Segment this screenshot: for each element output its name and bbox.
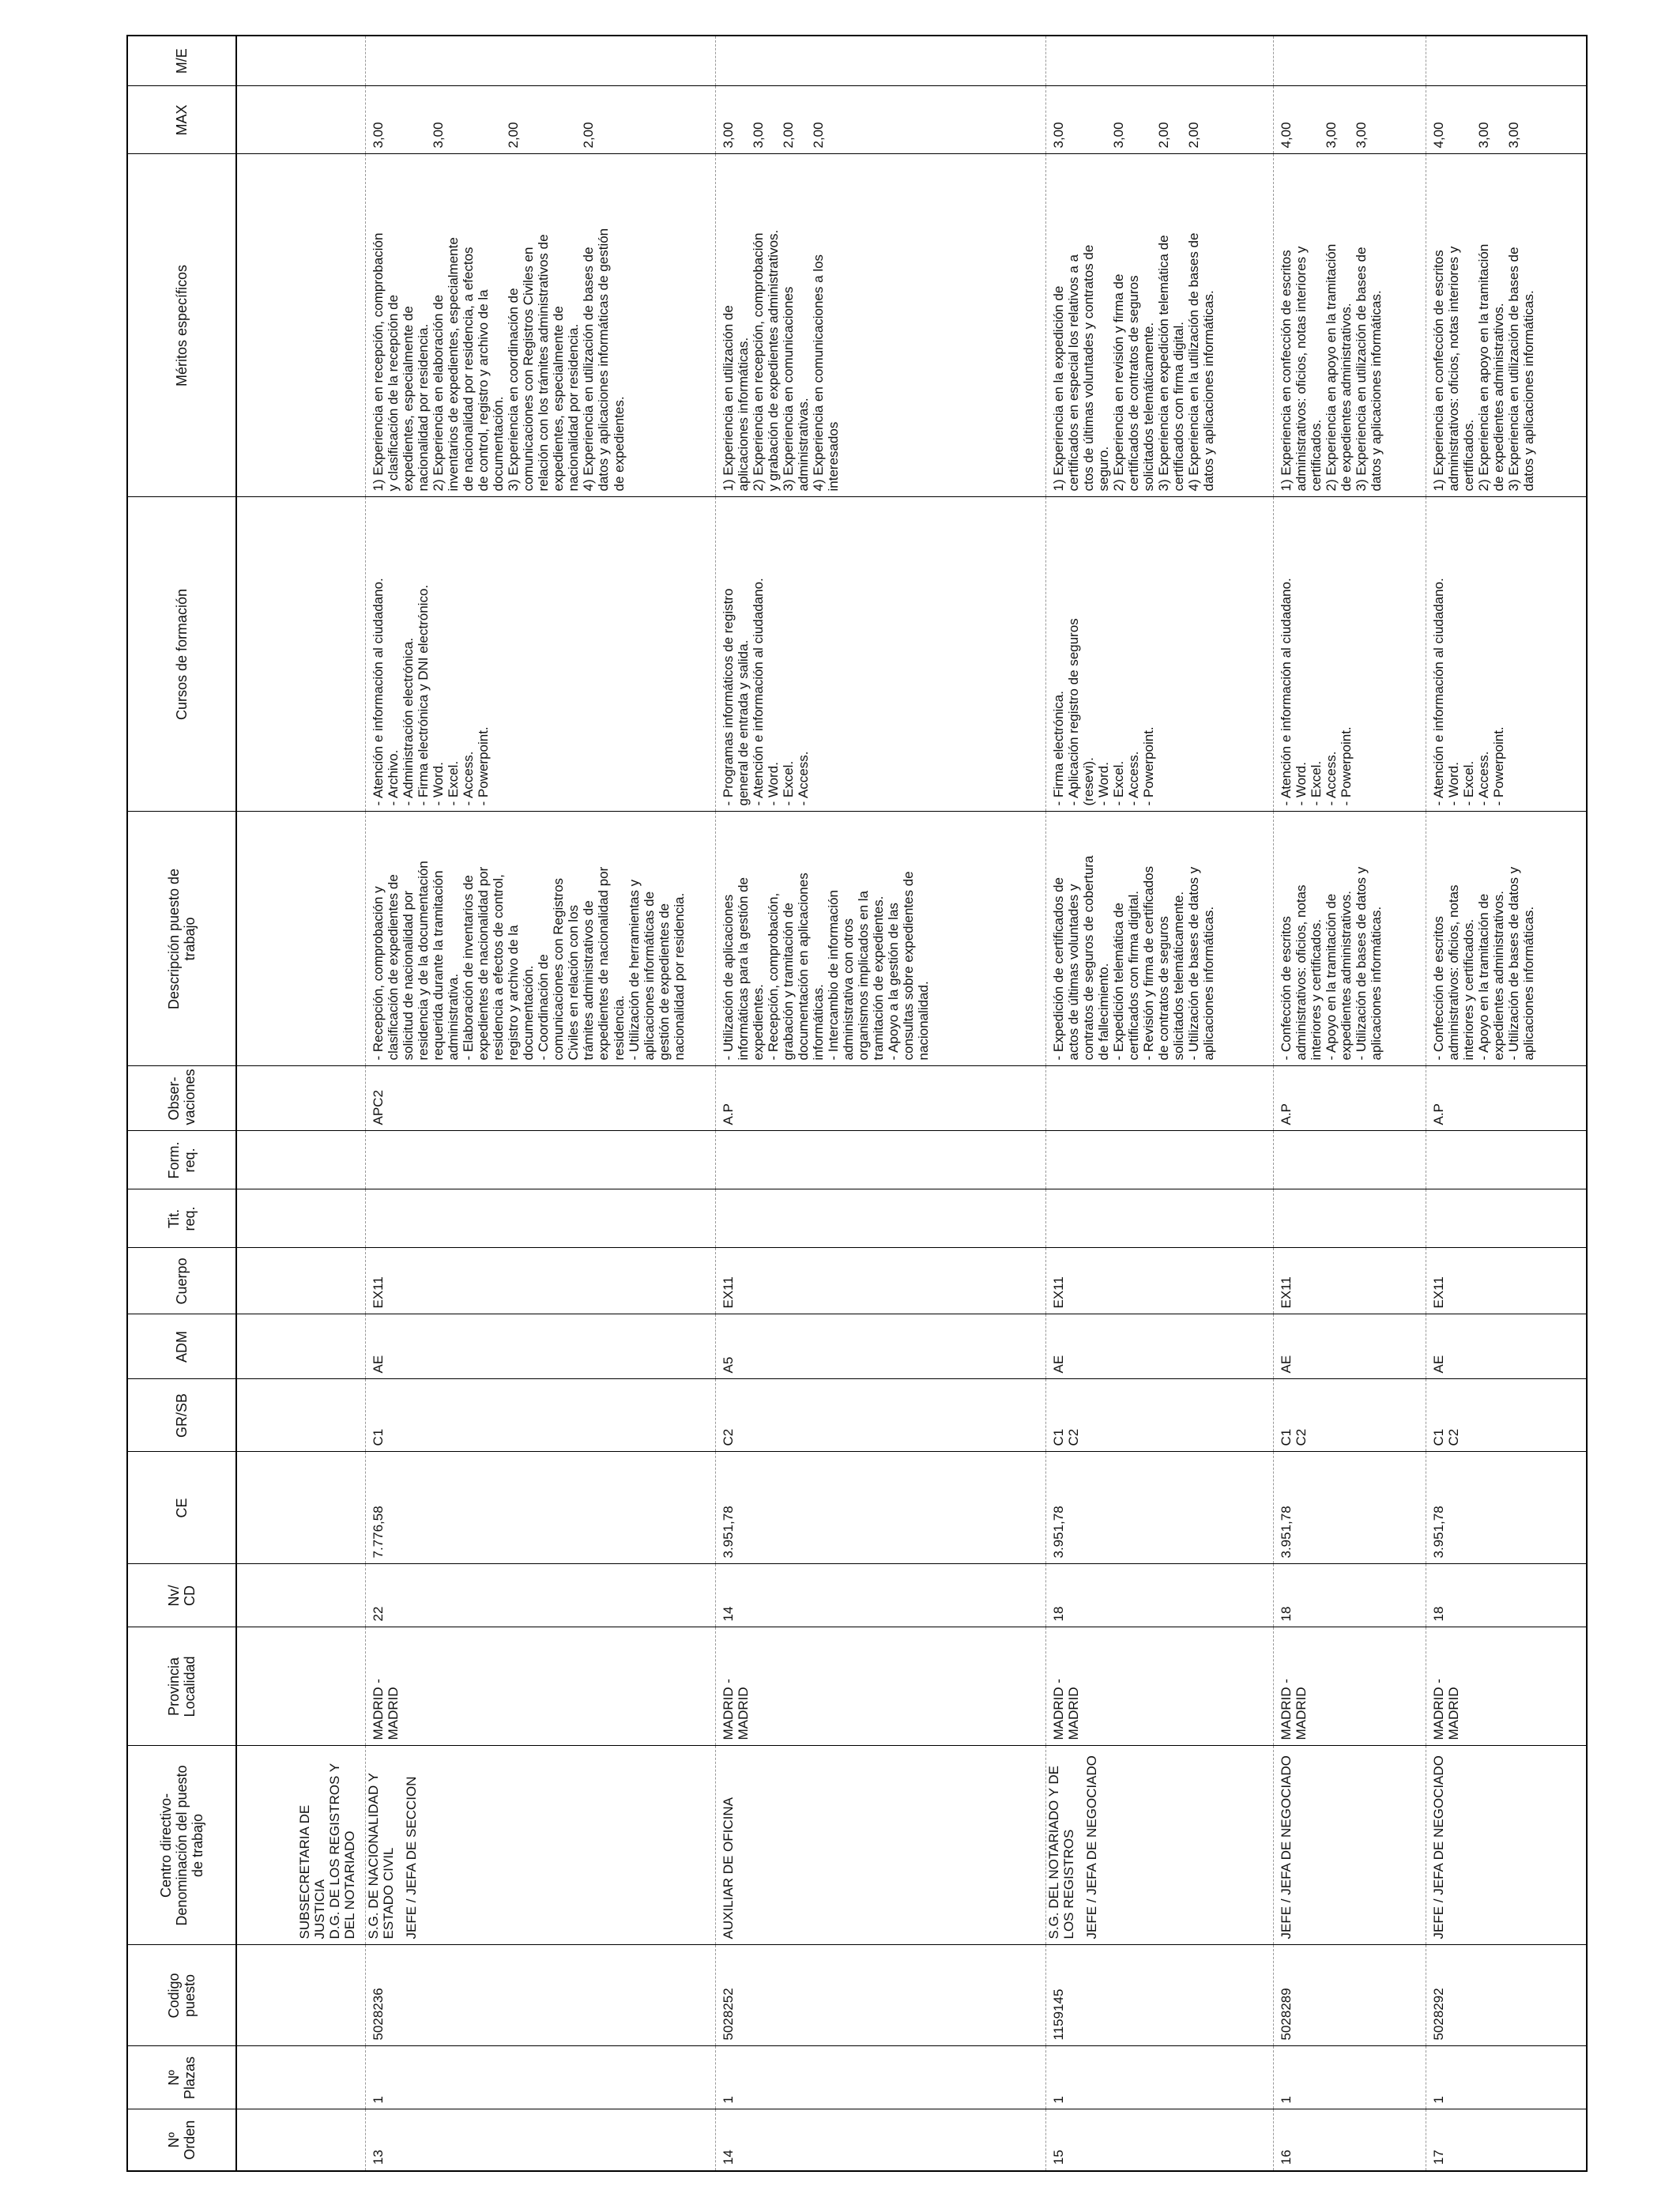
cell-me [716,36,1046,86]
header-cuerpo: Cuerpo [127,1248,236,1314]
header-grupo: GR/SB [127,1379,236,1452]
cell-centro [366,1746,716,1945]
cell-codigo: 1159145 [1046,1945,1274,2046]
cell-adm: AE [1046,1314,1274,1379]
cell-plazas: 1 [366,2046,716,2109]
group-label: S.G. DE NACIONALIDAD Y ESTADO CIVIL [366,1773,397,1940]
cell-cursos: - Atención e información al ciudadano. - Word. - Excel. - Access. - Powerpoint. [1426,497,1588,812]
cell-max: 3,00 3,00 2,00 2,00 [366,86,716,154]
cell-centro [1274,1746,1426,1945]
header-cursos: Cursos de formación [127,497,236,812]
cell-codigo: 5028252 [716,1945,1046,2046]
table-row [366,36,716,2171]
cell-orden: 17 [1426,2109,1588,2171]
cell-tit [1274,1189,1426,1248]
cell-ce: 3.951,78 [716,1452,1046,1564]
cell-max: 3,00 3,00 2,00 2,00 [1046,86,1274,154]
cell-obs: A.P [1426,1066,1588,1131]
cell-form [1426,1131,1588,1189]
cell-orden: 14 [716,2109,1046,2171]
cell-grupo: C1 C2 [1426,1379,1588,1452]
cell-nivel: 18 [1046,1564,1274,1627]
cell-adm: AE [366,1314,716,1379]
cell-meritos: 1) Experiencia en recepción, comprobación y clasificación de la recepción de expedientes, especialmente de nacionalidad por residencia. 2) Experiencia en elaboración de inventarios de expedientes, especialmente de nacionalidad por residencia, a efectos de control, registro y archivo de la documentación. 3) Experiencia en coordinación de comunicaciones con Registros Civiles en relación con los trámites administrativos de expedientes, especialmente de nacionalidad por residencia. 4) Experiencia en utilización de bases de datos y aplicaciones informáticas de gestión de expedientes. [366,154,716,497]
cell-adm: A5 [716,1314,1046,1379]
cell-plazas: 1 [1274,2046,1426,2109]
cell-obs: A.P [1274,1066,1426,1131]
cell-cursos: - Programas informáticos de registro general de entrada y salida. - Atención e información al ciudadano. - Word. - Excel. - Access. [716,497,1046,812]
cell-tit [366,1189,716,1248]
cell-descripcion: - Expedición de certificados de actos de últimas voluntades y contratos de seguros de cobertura de fallecimiento. - Expedición telemática de certificados con firma digital. - Revisión y firma de certificados de contratos de seguros solicitados telemáticamente. - Utilización de bases de datos y aplicaciones informáticas. [1046,812,1274,1066]
cell-cuerpo: EX11 [1046,1248,1274,1314]
header-ce: CE [127,1452,236,1564]
puesto-label: JEFE / JEFA DE NEGOCIADO [1279,1755,1294,1940]
cell-descripcion: - Confección de escritos administrativos: oficios, notas interiores y certificados. - Apoyo en la tramitación de expedientes administrativos. - Utilización de bases de datos y aplicaciones informáticas. [1426,812,1588,1066]
cell-form [1046,1131,1274,1189]
cell-codigo: 5028289 [1274,1945,1426,2046]
cell-nivel: 14 [716,1564,1046,1627]
cell-provincia: MADRID - MADRID [366,1627,716,1746]
cell-ce: 7.776,58 [366,1452,716,1564]
header-orden: Nº Orden [127,2109,236,2171]
header-formacion: Form. req. [127,1131,236,1189]
job-positions-table [126,35,1588,2172]
cell-plazas: 1 [1046,2046,1274,2109]
cell-provincia: MADRID - MADRID [1046,1627,1274,1746]
cell-cuerpo: EX11 [1426,1248,1588,1314]
cell-codigo: 5028292 [1426,1945,1588,2046]
header-me: M/E [127,36,236,86]
cell-form [716,1131,1046,1189]
table-header-row [127,36,236,2171]
cell-form [366,1131,716,1189]
cell-provincia: MADRID - MADRID [1426,1627,1588,1746]
cell-me [366,36,716,86]
cell-orden: 15 [1046,2109,1274,2171]
cell-grupo: C1 C2 [1046,1379,1274,1452]
cell-cursos: - Atención e información al ciudadano. - Word. - Excel. - Access. - Powerpoint. [1274,497,1426,812]
cell-meritos: 1) Experiencia en confección de escritos administrativos: oficios, notas interiores y certificados. 2) Experiencia en apoyo en la tramitación de expedientes administrativos. 3) Experiencia en utilización de bases de datos y aplicaciones informáticas. [1426,154,1588,497]
cell-cuerpo: EX11 [366,1248,716,1314]
cell-descripcion: - Recepción, comprobación y clasificación de expedientes de solicitud de nacionalidad por residencia y de la documentación requerida durante la tramitación administrativa. - Elaboración de inventarios de expedientes de nacionalidad por residencia a efectos de control, registro y archivo de la documentación. - Coordinación de comunicaciones con Registros Civiles en relación con los trámites administrativos de expedientes de nacionalidad por residencia. - Utilización de herramientas y aplicaciones informáticas de gestión de expedientes de nacionalidad por residencia. [366,812,716,1066]
top-group-label: SUBSECRETARIA DE JUSTICIA D.G. DE LOS REGISTROS Y DEL NOTARIADO [236,1746,366,1945]
cell-ce: 3.951,78 [1426,1452,1588,1564]
header-titulacion: Tit. req. [127,1189,236,1248]
cell-meritos: 1) Experiencia en confección de escritos administrativos: oficios, notas interiores y certificados. 2) Experiencia en apoyo en la tramitación de expedientes administrativos. 3) Experiencia en utilización de bases de datos y aplicaciones informáticas. [1274,154,1426,497]
table-row [1046,36,1274,2171]
cell-max: 3,00 3,00 2,00 2,00 [716,86,1046,154]
cell-meritos: 1) Experiencia en utilización de aplicaciones informáticas. 2) Experiencia en recepción, comprobación y grabación de expedientes administrativos. 3) Experiencia en comunicaciones administrativas. 4) Experiencia en comunicaciones a los interesados [716,154,1046,497]
cell-ce: 3.951,78 [1274,1452,1426,1564]
cell-max: 4,00 3,00 3,00 [1274,86,1426,154]
cell-me [1046,36,1274,86]
table-row [716,36,1046,2171]
puesto-label: JEFE / JEFA DE NEGOCIADO [1084,1755,1100,1940]
cell-tit [716,1189,1046,1248]
cell-cursos: - Firma electrónica. - Aplicación registro de seguros (resevi). - Word. - Excel. - Access. - Powerpoint. [1046,497,1274,812]
header-provincia: Provincia Localidad [127,1627,236,1746]
cell-plazas: 1 [716,2046,1046,2109]
cell-centro [1046,1746,1274,1945]
cell-cursos: - Atención e información al ciudadano. - Archivo. - Administración electrónica. - Firma electrónica y DNI electrónico. - Word. - Excel. - Access. - Powerpoint. [366,497,716,812]
cell-ce: 3.951,78 [1046,1452,1274,1564]
cell-descripcion: - Confección de escritos administrativos: oficios, notas interiores y certificados. - Apoyo en la tramitación de expedientes administrativos. - Utilización de bases de datos y aplicaciones informáticas. [1274,812,1426,1066]
cell-meritos: 1) Experiencia en la expedición de certificados en especial los relativos a a ctos de últimas voluntades y contratos de seguro. 2) Experiencia en revisión y firma de certificados de contratos de seguros solicitados telemáticamente. 3) Experiencia en expedición telemática de certificados con firma digital. 4) Experiencia en la utilización de bases de datos y aplicaciones informáticas. [1046,154,1274,497]
header-nivel: Nv/ CD [127,1564,236,1627]
cell-centro [716,1746,1046,1945]
cell-grupo: C1 [366,1379,716,1452]
cell-orden: 13 [366,2109,716,2171]
cell-cuerpo: EX11 [1274,1248,1426,1314]
header-observaciones: Obser- vaciones [127,1066,236,1131]
cell-tit [1426,1189,1588,1248]
cell-obs: APC2 [366,1066,716,1131]
cell-tit [1046,1189,1274,1248]
top-group-row [236,36,366,2171]
table-row [1426,36,1588,2171]
cell-nivel: 18 [1426,1564,1588,1627]
puesto-label: JEFE / JEFA DE NEGOCIADO [1431,1755,1446,1940]
cell-adm: AE [1274,1314,1426,1379]
cell-grupo: C2 [716,1379,1046,1452]
cell-nivel: 18 [1274,1564,1426,1627]
header-meritos: Méritos específicos [127,154,236,497]
cell-nivel: 22 [366,1564,716,1627]
table-row [1274,36,1426,2171]
cell-me [1426,36,1588,86]
cell-me [1274,36,1426,86]
puesto-label: JEFE / JEFA DE SECCION [404,1776,420,1940]
header-plazas: Nº Plazas [127,2046,236,2109]
cell-centro [1426,1746,1588,1945]
cell-obs [1046,1066,1274,1131]
cell-max: 4,00 3,00 3,00 [1426,86,1588,154]
cell-provincia: MADRID - MADRID [1274,1627,1426,1746]
cell-obs: A.P [716,1066,1046,1131]
cell-codigo: 5028236 [366,1945,716,2046]
cell-form [1274,1131,1426,1189]
cell-cuerpo: EX11 [716,1248,1046,1314]
puesto-label: AUXILIAR DE OFICINA [721,1797,736,1940]
header-descripcion: Descripción puesto de trabajo [127,812,236,1066]
group-label: S.G. DEL NOTARIADO Y DE LOS REGISTROS [1046,1766,1077,1940]
cell-orden: 16 [1274,2109,1426,2171]
cell-plazas: 1 [1426,2046,1588,2109]
cell-grupo: C1 C2 [1274,1379,1426,1452]
cell-descripcion: - Utilización de aplicaciones informáticas para la gestión de expedientes. - Recepción, comprobación, grabación y tramitación de documentación en aplicaciones informáticas. - Intercambio de información administrativa con otros organismos implicados en la tramitación de expedientes. - Apoyo a la gestión de las consultas sobre expedientes de nacionalidad. [716,812,1046,1066]
cell-adm: AE [1426,1314,1588,1379]
cell-provincia: MADRID - MADRID [716,1627,1046,1746]
header-codigo: Codigo puesto [127,1945,236,2046]
header-max: MAX [127,86,236,154]
header-adm: ADM [127,1314,236,1379]
header-centro: Centro directivo- Denominación del puesto de trabajo [127,1746,236,1945]
